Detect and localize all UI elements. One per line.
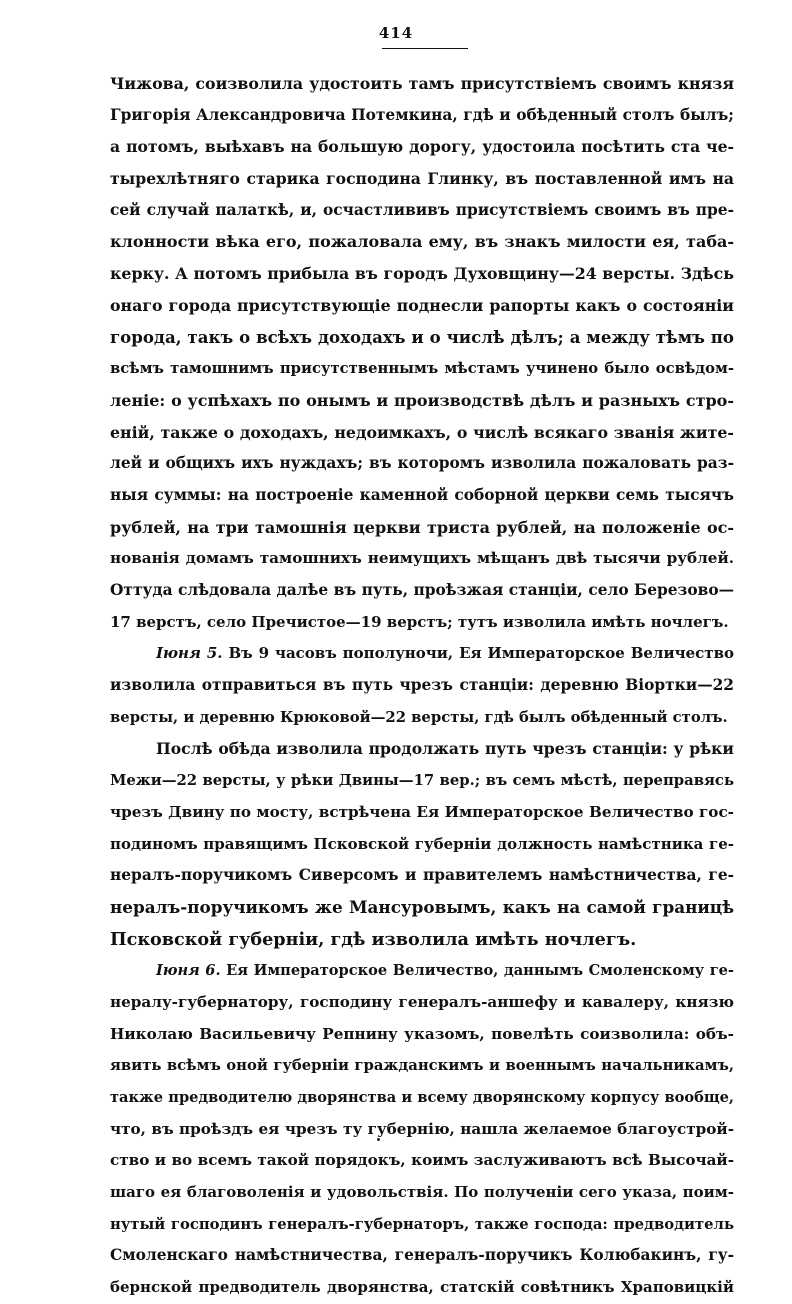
line-text: Въ 9 часовъ пополуночи, Ея Императорское Величество [222,644,734,663]
line-text: клонности вѣка его, пожаловала ему, въ знакъ милости ея, таба- [110,232,734,252]
text-line [110,607,734,639]
line-text: онаго города присутствующiе поднесли рапорты какъ о состоянiи [110,295,734,315]
text-line [110,955,734,987]
line-text: Оттуда слѣдовала далѣе въ путь, проѣзжая станцiи, село Березово— [110,581,734,599]
text-line [110,226,734,258]
line-text: нералу-губернатору, господину генералъ-аншефу и кавалеру, князю [110,992,734,1011]
text-line [110,290,734,322]
text-line [110,68,734,100]
line-text: сей случай палаткѣ, и, осчастлививъ присутствiемъ своимъ въ пре- [110,200,734,219]
line-text: версты, и деревню Крюковой—22 версты, гдѣ былъ обѣденный столъ. [110,708,728,726]
line-text: подиномъ правящимъ Псковской губернiи должность намѣстника ге- [110,834,734,853]
text-line [110,100,734,132]
text-line [110,353,734,385]
text-line [110,765,734,797]
header-rule [382,48,468,49]
line-text: керку. А потомъ прибыла въ городъ Духовщину—24 версты. Здѣсь [110,264,734,284]
text-line [110,1177,734,1209]
line-text: изволила отправиться въ путь чрезъ станцiи: деревню Вiортки—22 [110,676,734,695]
text-line [110,1209,734,1241]
line-text: Николаю Васильевичу Репнину указомъ, повелѣть соизволила: объ- [110,1024,734,1043]
text-line [110,670,734,702]
ink-speck [377,1138,380,1141]
text-line [110,797,734,829]
text-line [110,543,734,575]
text-line [110,860,734,892]
text-line [110,131,734,163]
line-text: ленiе: о успѣхахъ по онымъ и производствѣ дѣлъ и разныхъ стро- [110,390,734,410]
text-line [110,1050,734,1082]
line-text: нованiя домамъ тамошнихъ неимущихъ мѣщанъ двѣ тысячи рублей. [110,549,734,568]
line-text: всѣмъ тамошнимъ присутственнымъ мѣстамъ учинено было освѣдом- [110,360,734,378]
text-line [110,924,734,956]
line-text: ныя суммы: на построенiе каменной соборной церкви семь тысячъ [110,485,734,504]
text-line [110,1272,734,1304]
line-text: нутый господинъ генералъ-губернаторъ, также господа: предводитель [110,1215,734,1233]
line-text: рублей, на три тамошнiя церкви триста рублей, на положенiе ос- [110,517,734,537]
text-line [110,417,734,449]
body-text [110,68,734,1304]
page-number: 414 [378,24,414,42]
line-text: явить всѣмъ оной губернiи гражданскимъ и военнымъ начальникамъ, [110,1057,734,1075]
entry-date: Iюня 5. [156,644,223,663]
text-line [110,702,734,734]
line-text: 17 верстъ, село Пречистое—19 верстъ; тутъ изволила имѣть ночлегъ. [110,612,729,631]
line-text: лей и общихъ ихъ нуждахъ; въ которомъ изволила пожаловать раз- [110,454,734,473]
line-text: Чижова, соизволила удостоить тамъ присутствiемъ своимъ князя [110,74,734,93]
line-text: а потомъ, выѣхавъ на большую дорогу, удостоила посѣтить ста че- [110,137,734,157]
text-line [110,892,734,924]
text-line [110,575,734,607]
text-line [110,1019,734,1051]
text-line [110,1082,734,1114]
line-text: Смоленскаго намѣстничества, генералъ-поручикъ Колюбакинъ, гу- [110,1246,734,1265]
line-text: города, такъ о всѣхъ доходахъ и о числѣ дѣлъ; а между тѣмъ по [110,326,734,347]
text-line [110,638,734,670]
line-text: Псковской губернiи, гдѣ изволила имѣть ночлегъ. [110,928,637,950]
line-text: Межи—22 версты, у рѣки Двины—17 вер.; въ семъ мѣстѣ, переправясь [110,772,734,790]
text-line [110,480,734,512]
text-line [110,1145,734,1177]
line-text: чрезъ Двину по мосту, встрѣчена Ея Императорское Величество гос- [110,802,734,821]
line-text: нералъ-поручикомъ же Мансуровымъ, какъ на самой границѣ [110,896,734,917]
line-text: также предводителю дворянства и всему дворянскому корпусу вообще, [110,1089,734,1106]
text-line [110,1240,734,1272]
entry-date: Iюня 6. [156,962,221,980]
line-text: ство и во всемъ такой порядокъ, коимъ заслуживаютъ всѣ Высочай- [110,1151,734,1170]
line-text: нералъ-поручикомъ Сиверсомъ и правителемъ намѣстничества, ге- [110,866,734,885]
line-text: Ея Императорское Величество, даннымъ Смоленскому ге- [220,962,734,980]
text-line [110,195,734,227]
text-line [110,987,734,1019]
text-line [110,1114,734,1146]
text-line [110,733,734,765]
line-text: енiй, также о доходахъ, недоимкахъ, о числѣ всякаго званiя жите- [110,422,734,442]
line-text: тырехлѣтняго старика господина Глинку, въ поставленной имъ на [110,169,734,189]
text-line [110,512,734,544]
text-line [110,448,734,480]
text-line [110,829,734,861]
line-text: бернской предводитель дворянства, статскiй совѣтникъ Храповицкiй [110,1278,734,1297]
line-text: Григорiя Александровича Потемкина, гдѣ и обѣденный столъ былъ; [110,105,734,124]
line-text: шаго ея благоволенiя и удовольствiя. По полученiи сего указа, поим- [110,1183,734,1202]
text-line [110,258,734,290]
text-line [110,385,734,417]
line-text: что, въ проѣздъ ея чрезъ ту губернiю, нашла желаемое благоустрой- [110,1119,734,1138]
text-line [110,163,734,195]
text-line [110,322,734,354]
line-text: Послѣ обѣда изволила продолжать путь чрезъ станцiи: у рѣки [156,739,734,759]
